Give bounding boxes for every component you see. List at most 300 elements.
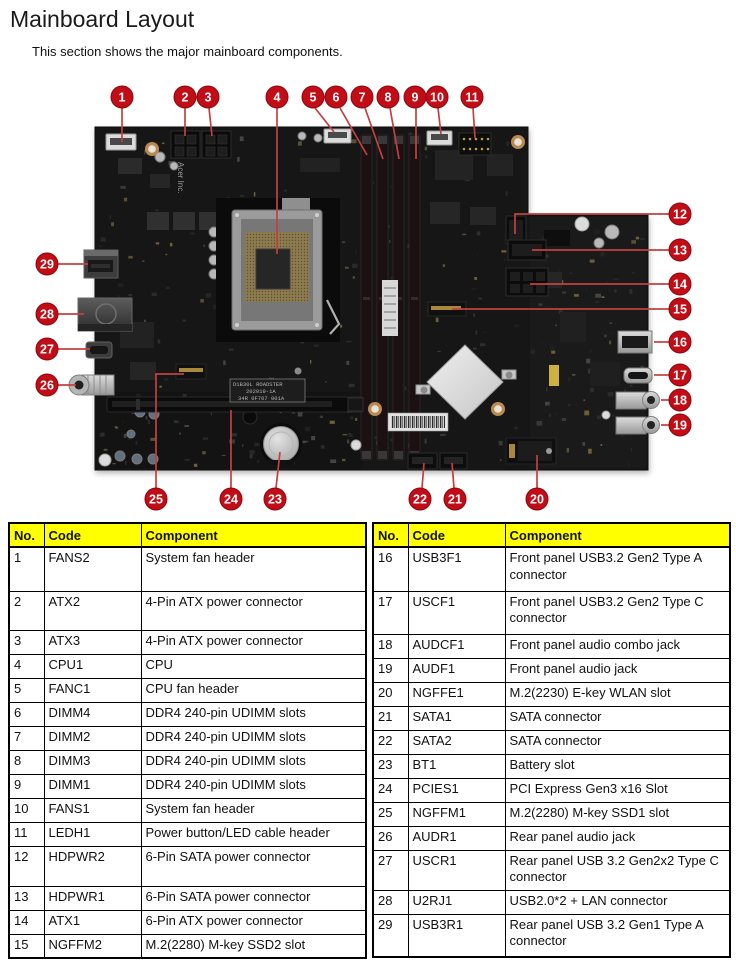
m2-wlan-slot-part	[509, 444, 515, 458]
mounting-holes-part	[602, 411, 610, 419]
table-row	[9, 886, 366, 910]
sata-connector-1-part	[444, 457, 463, 464]
pcb-texture-part	[349, 384, 355, 387]
cpu-socket-part	[235, 323, 239, 327]
callout-badge-21	[444, 488, 466, 510]
rear-usb-c-port	[86, 342, 112, 358]
cell-no: 14	[9, 910, 44, 934]
cell-component: DDR4 240-pin UDIMM slots	[141, 774, 366, 798]
rear-usb-a-port-part	[84, 250, 118, 256]
cell-no: 28	[373, 890, 408, 914]
sata-connector-1	[440, 453, 467, 469]
table-row	[373, 754, 730, 778]
atx1-connector-part	[510, 272, 520, 281]
pcb-texture-part	[159, 386, 162, 388]
pcb-texture-part	[128, 256, 132, 259]
pcb-texture-part	[558, 270, 560, 271]
cell-component: 6-Pin SATA power connector	[141, 886, 366, 910]
cell-component: M.2(2280) M-key SSD1 slot	[505, 802, 730, 826]
table-row	[9, 547, 366, 591]
pcb-texture-part	[547, 306, 553, 307]
pcb-texture-part	[610, 333, 615, 335]
cell-code: AUDR1	[408, 826, 505, 850]
pcb-texture-part	[237, 157, 240, 162]
callout-badge-24	[220, 488, 242, 510]
cell-code: AUDCF1	[408, 634, 505, 658]
callout-badge-27-part: 27	[40, 342, 54, 357]
pcb-texture-part	[629, 289, 632, 294]
pcb-texture-part	[614, 290, 616, 293]
pcb-texture-part	[437, 351, 441, 352]
column-header-no: No.	[373, 523, 408, 547]
pcb-texture-part	[206, 293, 211, 297]
cell-no: 21	[373, 706, 408, 730]
pcb-texture-part	[325, 381, 327, 382]
pcb-texture-part	[443, 264, 445, 267]
pcb-texture-part	[101, 238, 106, 242]
pcb-texture-part	[353, 276, 355, 278]
cell-no: 6	[9, 702, 44, 726]
vrm-chips-part	[118, 158, 142, 174]
cell-no: 9	[9, 774, 44, 798]
front-usb-c-port	[624, 368, 652, 383]
pcb-texture-part	[254, 443, 259, 447]
cell-no: 3	[9, 630, 44, 654]
pcb-texture-part	[349, 434, 353, 437]
cell-code: USB3F1	[408, 547, 505, 591]
pcb-texture-part	[562, 292, 566, 294]
led-header-ledh1-part-part	[475, 148, 478, 151]
pcb-texture-part	[222, 455, 226, 456]
pcb-texture-part	[628, 462, 630, 467]
system-fan-header-fans1	[427, 131, 452, 145]
mainboard-figure	[0, 62, 736, 522]
callout-badge-28-part: 28	[40, 307, 54, 322]
led-header-ledh1-part-part	[469, 138, 472, 141]
front-usb-a-port	[618, 331, 652, 353]
vrm-chips-part	[130, 362, 156, 380]
cell-code: USCF1	[408, 591, 505, 634]
callout-badge-7-part: 7	[358, 90, 366, 105]
pcb-texture-part	[640, 239, 644, 240]
pcb-texture-part	[609, 341, 611, 345]
pcb-texture-part	[148, 420, 150, 424]
front-usb-a-port-part	[622, 336, 648, 348]
cell-code: DIMM1	[44, 774, 141, 798]
cell-no: 12	[9, 846, 44, 886]
callout-badge-5-part: 5	[309, 90, 317, 105]
callout-badge-1	[111, 86, 133, 108]
pcb-texture-part	[194, 464, 197, 467]
pcb-texture-part	[514, 325, 519, 328]
table-row	[373, 730, 730, 754]
pcb-texture-part	[474, 277, 477, 280]
cell-component: DDR4 240-pin UDIMM slots	[141, 750, 366, 774]
pcb-texture-part	[311, 436, 315, 440]
pcb-texture-part	[501, 250, 506, 252]
cell-component: System fan header	[141, 798, 366, 822]
pcb-texture-part	[425, 439, 427, 444]
pcb-texture-part	[174, 420, 179, 423]
pcb-texture-part	[355, 251, 357, 254]
m2-ssd1-slot-ngffm1-part	[179, 368, 203, 372]
cell-component: CPU	[141, 654, 366, 678]
pcb-texture-part	[330, 421, 335, 424]
cell-no: 22	[373, 730, 408, 754]
system-fan-header-fans2	[106, 134, 136, 150]
cpu-socket-part	[315, 213, 319, 217]
callout-badge-18	[669, 389, 691, 411]
vrm-chips-part	[590, 362, 620, 386]
pcb-texture-part	[158, 339, 161, 343]
pcb-texture-part	[584, 411, 589, 416]
callout-badge-9-part: 9	[411, 90, 419, 105]
pcb-texture-part	[118, 283, 123, 287]
pcb-texture-part	[203, 245, 205, 248]
cell-component: Front panel USB3.2 Gen2 Type C connector	[505, 591, 730, 634]
pcb-texture-part	[203, 438, 208, 440]
cell-component: PCI Express Gen3 x16 Slot	[505, 778, 730, 802]
led-header-ledh1-part-part	[469, 148, 472, 151]
pcb-texture-part	[165, 254, 167, 256]
pcb-texture-part	[310, 360, 311, 364]
callout-badge-18-part: 18	[673, 393, 687, 408]
pcb-texture-part	[124, 434, 127, 438]
cell-no: 27	[373, 850, 408, 890]
rear-usb-a-port-part	[91, 264, 110, 268]
pcb-texture-part	[184, 425, 189, 427]
pcb-texture-part	[101, 433, 105, 437]
cell-component: Rear panel USB 3.2 Gen1 Type A connector	[505, 914, 730, 957]
pcie-x16-slot-part	[348, 398, 363, 411]
cell-component: CPU fan header	[141, 678, 366, 702]
cell-code: HDPWR1	[44, 886, 141, 910]
vrm-chips-part	[544, 230, 570, 246]
cell-code: LEDH1	[44, 822, 141, 846]
pcb-texture-part	[608, 392, 614, 396]
pcb-texture-part	[190, 233, 195, 235]
column-header-code: Code	[44, 523, 141, 547]
table-row	[9, 822, 366, 846]
pcb-texture-part	[242, 444, 243, 446]
pcb-texture-part	[342, 459, 346, 461]
pcie-x16-slot-part	[136, 399, 140, 410]
callout-badge-20	[526, 488, 548, 510]
pcb-texture-part	[352, 139, 357, 143]
pcb-texture-part	[202, 451, 206, 454]
rear-usb-c-port-part	[90, 346, 108, 354]
atx1-connector	[506, 268, 548, 296]
pcb-texture-part	[542, 237, 544, 240]
callout-badge-9	[404, 86, 426, 108]
cell-component: Front panel audio jack	[505, 658, 730, 682]
vrm-chips-part	[560, 312, 586, 342]
table-row	[9, 910, 366, 934]
led-header-ledh1-part-part	[463, 148, 466, 151]
chipset-heatsink-part	[421, 387, 428, 394]
pcb-texture-part	[166, 287, 170, 289]
pcb-texture-part	[601, 444, 603, 446]
callout-badge-14	[669, 273, 691, 295]
pcb-texture-part	[128, 294, 132, 296]
pcb-texture-part	[330, 460, 336, 464]
pcb-texture-part	[583, 399, 585, 401]
pcb-texture-part	[506, 191, 508, 195]
pcb-texture-part	[632, 272, 635, 274]
pcb-texture-part	[538, 303, 542, 306]
table-row	[9, 702, 366, 726]
cell-code: U2RJ1	[408, 890, 505, 914]
dimm-slot-part	[378, 451, 387, 459]
callout-badge-4-part: 4	[273, 90, 281, 105]
cell-component: Front panel audio combo jack	[505, 634, 730, 658]
cpu-socket-part	[315, 323, 319, 327]
capacitors-part	[298, 132, 306, 140]
vrm-chips-part	[147, 212, 169, 230]
system-fan-header-fans2-part	[110, 138, 132, 145]
capacitors-part	[314, 134, 322, 142]
pcb-texture-part	[480, 343, 485, 346]
mounting-holes-part	[145, 142, 159, 156]
front-audio-jack	[616, 417, 660, 435]
callout-badge-16	[669, 331, 691, 353]
atx2-connector-part	[187, 147, 196, 156]
cell-component: System fan header	[141, 547, 366, 591]
table-row	[9, 934, 366, 958]
cell-component: DDR4 240-pin UDIMM slots	[141, 702, 366, 726]
cell-code: DIMM3	[44, 750, 141, 774]
cpu-socket-part	[256, 249, 290, 289]
pcb-texture-part	[568, 404, 570, 406]
callout-badge-19-part: 19	[673, 418, 687, 433]
pcb-texture-part	[298, 141, 302, 145]
callout-badge-26	[36, 374, 58, 396]
cell-code: BT1	[408, 754, 505, 778]
callout-badge-17	[669, 364, 691, 386]
pcb-texture-part	[572, 374, 575, 376]
vrm-chips-part	[470, 207, 496, 225]
pcb-texture-part	[352, 264, 357, 268]
dimm-slot-part	[410, 136, 419, 144]
mounting-holes-part	[368, 402, 382, 416]
callout-badge-17-part: 17	[673, 368, 687, 383]
cell-no: 18	[373, 634, 408, 658]
pcb-texture-part	[506, 142, 509, 146]
pcb-texture-part	[391, 185, 393, 188]
pcb-texture-part	[100, 433, 102, 437]
pcb-texture-part	[350, 416, 353, 419]
pcb-texture-part	[346, 361, 349, 365]
callout-badge-11-part: 11	[465, 90, 479, 105]
pcb-texture-part	[586, 359, 590, 364]
cell-no: 24	[373, 778, 408, 802]
table-row	[373, 547, 730, 591]
pcb-texture-part	[223, 361, 225, 366]
cell-no: 19	[373, 658, 408, 682]
capacitors-part	[132, 454, 142, 464]
atx1-connector-part	[523, 272, 533, 281]
pcb-texture-part	[567, 448, 569, 453]
serial-barcode-label-part	[391, 416, 445, 428]
pcb-texture-part	[613, 278, 618, 279]
led-header-ledh1-part-part	[487, 138, 490, 141]
legend-table-left	[8, 522, 367, 959]
pcb-texture-part	[568, 378, 570, 381]
cell-no: 7	[9, 726, 44, 750]
pcb-texture-part	[425, 147, 428, 150]
column-header-code: Code	[408, 523, 505, 547]
pcb-texture-part	[142, 261, 145, 262]
pcb-texture-part	[590, 388, 594, 392]
cell-component: 6-Pin ATX power connector	[141, 910, 366, 934]
table-row	[9, 846, 366, 886]
pcb-texture-part	[590, 260, 595, 263]
pcb-texture-part	[229, 439, 235, 443]
callout-badge-8	[377, 86, 399, 108]
pcb-texture-part	[124, 198, 127, 202]
cell-component: M.2(2230) E-key WLAN slot	[505, 682, 730, 706]
cmos-battery-part	[268, 460, 294, 465]
cpu-fan-header-fanc1	[324, 129, 351, 143]
pcb-texture-part	[473, 314, 475, 317]
cell-code: CPU1	[44, 654, 141, 678]
vrm-chips-part	[487, 154, 513, 176]
pcb-texture-part	[426, 155, 428, 158]
table-row	[9, 726, 366, 750]
pcb-texture-part	[123, 421, 124, 422]
front-audio-jack-part	[647, 421, 655, 429]
callout-badge-12-part: 12	[673, 207, 687, 222]
cell-no: 11	[9, 822, 44, 846]
table-row	[9, 798, 366, 822]
pcb-texture-part	[232, 433, 237, 436]
atx3-connector-part	[218, 147, 227, 156]
led-header-ledh1-part-part	[481, 148, 484, 151]
mainboard-photo	[0, 62, 736, 522]
rear-lan-usb-block-part	[78, 324, 132, 331]
pcb-texture-part	[609, 322, 612, 324]
callout-badge-11	[461, 86, 483, 108]
cell-code: SATA1	[408, 706, 505, 730]
table-row	[373, 914, 730, 957]
table-row	[373, 778, 730, 802]
mounting-holes-part-part	[514, 138, 522, 146]
front-audio-combo-jack-part	[616, 392, 646, 409]
cpu-socket-part	[282, 198, 310, 210]
pcb-texture-part	[595, 230, 600, 234]
pcb-texture-part	[531, 350, 536, 354]
pcb-texture-part	[588, 449, 592, 454]
cell-component: Power button/LED cable header	[141, 822, 366, 846]
pcb-texture-part	[570, 273, 572, 274]
dimm-slot	[409, 135, 420, 460]
atx3-connector	[202, 131, 231, 158]
legend-tables	[8, 522, 732, 959]
atx1-connector-part	[523, 284, 533, 293]
table-row	[373, 826, 730, 850]
mounting-holes-part-part	[371, 405, 379, 413]
pcb-texture-part	[347, 440, 349, 444]
mounting-holes-part	[575, 217, 589, 231]
pcb-texture-part	[320, 416, 323, 418]
pcb-texture-part	[303, 441, 307, 443]
cell-component: Rear panel USB 3.2 Gen2x2 Type C connector	[505, 850, 730, 890]
pcb-texture-part	[545, 402, 550, 406]
callout-badge-20-part: 20	[530, 492, 544, 507]
dimm-slot-part	[363, 297, 370, 300]
callout-badge-2-part: 2	[181, 90, 189, 105]
dimm-slot-part	[394, 451, 403, 459]
front-audio-combo-jack-part	[647, 396, 655, 404]
atx1-connector-part	[536, 284, 545, 293]
rear-lan-usb-block	[78, 298, 132, 331]
cell-code: FANS2	[44, 547, 141, 591]
atx2-connector-part	[187, 135, 196, 144]
table-row	[373, 850, 730, 890]
callout-badge-12	[669, 203, 691, 225]
pcb-texture-part	[164, 379, 168, 381]
cell-code: SATA2	[408, 730, 505, 754]
column-header-no: No.	[9, 523, 44, 547]
pcb-texture-part	[551, 350, 555, 353]
callout-badge-23-part: 23	[268, 492, 282, 507]
pcb-texture-part	[250, 450, 255, 454]
callout-badge-13-part: 13	[673, 243, 687, 258]
pcb-texture-part	[257, 460, 259, 462]
pcb-texture-part	[595, 301, 599, 303]
pcb-texture-part	[631, 448, 632, 452]
dimm-slot-part	[362, 451, 371, 459]
pcb-texture-part	[471, 288, 476, 290]
pcb-texture-part	[595, 294, 601, 298]
mounting-holes-part	[511, 135, 525, 149]
capacitors-part	[127, 430, 135, 438]
pcb-texture-part	[355, 418, 357, 421]
cell-no: 29	[373, 914, 408, 957]
pcb-texture-part	[183, 320, 187, 322]
callout-badge-3-part: 3	[204, 90, 212, 105]
mounting-holes-part	[491, 402, 505, 416]
cell-no: 13	[9, 886, 44, 910]
cell-no: 5	[9, 678, 44, 702]
table-row	[9, 678, 366, 702]
cell-no: 2	[9, 591, 44, 630]
pcb-texture-part	[345, 267, 349, 269]
cell-component: SATA connector	[505, 730, 730, 754]
pcb-texture-part	[110, 215, 111, 219]
table-row	[373, 682, 730, 706]
pcb-texture-part	[613, 415, 615, 417]
callout-badge-6	[325, 86, 347, 108]
column-header-component: Component	[505, 523, 730, 547]
dimm-slot-part	[378, 136, 387, 144]
pcb-texture-part	[348, 433, 352, 434]
cell-no: 15	[9, 934, 44, 958]
callout-badge-3	[197, 86, 219, 108]
cell-code: ATX1	[44, 910, 141, 934]
callout-badge-22-part: 22	[413, 492, 427, 507]
table-row	[9, 750, 366, 774]
pcb-texture-part	[478, 298, 481, 299]
cell-no: 8	[9, 750, 44, 774]
callout-badge-4	[266, 86, 288, 108]
pcb-texture-part	[211, 413, 212, 416]
atx3-connector-part	[218, 135, 227, 144]
pcb-texture-part	[111, 222, 114, 226]
pcb-texture-part	[597, 415, 601, 419]
cell-code: PCIES1	[408, 778, 505, 802]
pcb-texture-part	[120, 186, 126, 189]
